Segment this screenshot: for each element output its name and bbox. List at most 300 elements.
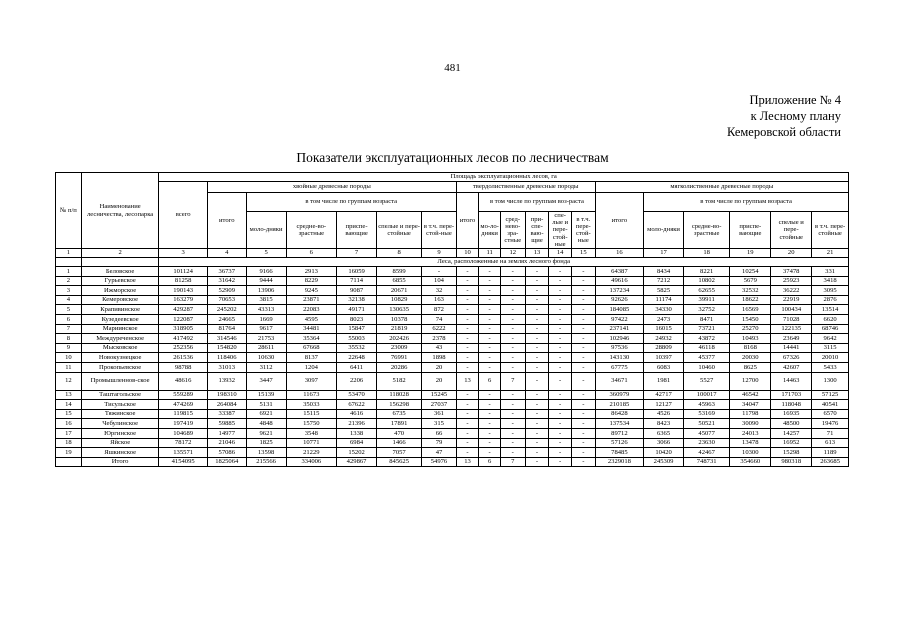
table-cell: 9621 — [246, 428, 286, 438]
header-softwood-itogo: итого — [595, 193, 643, 249]
table-cell: 21229 — [286, 448, 337, 458]
table-cell: - — [500, 438, 525, 448]
column-number-cell: 7 — [337, 249, 377, 258]
table-cell: - — [479, 286, 501, 296]
table-cell: 872 — [422, 305, 456, 315]
table-cell: 14 — [56, 400, 82, 410]
table-row — [56, 428, 849, 438]
table-cell: 52909 — [207, 286, 246, 296]
table-cell: 50521 — [683, 419, 729, 429]
table-cell: 20 — [422, 362, 456, 372]
table-cell: 16952 — [771, 438, 812, 448]
table-cell: 20030 — [730, 353, 771, 363]
table-cell: - — [500, 448, 525, 458]
table-cell: 16935 — [771, 409, 812, 419]
column-number-cell: 8 — [377, 249, 422, 258]
table-row — [56, 295, 849, 305]
column-number-cell: 17 — [644, 249, 684, 258]
table-cell: 3112 — [246, 362, 286, 372]
header-num: № п/п — [56, 173, 82, 249]
table-cell: 48500 — [771, 419, 812, 429]
table-cell: 8471 — [683, 314, 729, 324]
table-cell: - — [525, 448, 549, 458]
table-cell: - — [456, 295, 479, 305]
table-cell: - — [500, 419, 525, 429]
table-cell: - — [571, 419, 595, 429]
table-cell: 6735 — [377, 409, 422, 419]
table-cell: 6570 — [812, 409, 849, 419]
table-cell: 23649 — [771, 334, 812, 344]
forestry-name-cell: Прокопьевское — [81, 362, 159, 372]
table-cell: - — [525, 343, 549, 353]
table-cell: 318905 — [159, 324, 207, 334]
table-cell: 12700 — [730, 372, 771, 390]
table-cell: 1 — [56, 267, 82, 277]
table-cell: - — [549, 448, 572, 458]
table-cell: 97422 — [595, 314, 643, 324]
table-cell: - — [549, 438, 572, 448]
table-cell: 6855 — [377, 276, 422, 286]
total-cell: 334006 — [286, 457, 337, 467]
table-cell: - — [525, 276, 549, 286]
table-cell: 10 — [56, 353, 82, 363]
table-cell: 20286 — [377, 362, 422, 372]
table-cell: 9617 — [246, 324, 286, 334]
table-cell: - — [500, 390, 525, 400]
table-cell: 4616 — [337, 409, 377, 419]
table-cell: 15298 — [771, 448, 812, 458]
table-cell: - — [571, 343, 595, 353]
forestry-name-cell: Юргинское — [81, 428, 159, 438]
table-cell: - — [571, 314, 595, 324]
forestry-name-cell: Междуреченское — [81, 334, 159, 344]
table-cell: 10254 — [730, 267, 771, 277]
column-number-cell: 12 — [500, 249, 525, 258]
table-cell: 137534 — [595, 419, 643, 429]
table-cell: 28611 — [246, 343, 286, 353]
table-cell: 3097 — [286, 372, 337, 390]
total-cell: - — [549, 457, 572, 467]
table-cell: 559289 — [159, 390, 207, 400]
table-cell: 11798 — [730, 409, 771, 419]
appendix-line2: к Лесному плану — [750, 109, 841, 123]
table-cell: 67775 — [595, 362, 643, 372]
table-cell: 20010 — [812, 353, 849, 363]
total-row — [56, 457, 849, 467]
table-cell: - — [456, 362, 479, 372]
table-cell: 20671 — [377, 286, 422, 296]
table-cell: 10771 — [286, 438, 337, 448]
total-cell: 429867 — [337, 457, 377, 467]
table-cell: 71028 — [771, 314, 812, 324]
table-cell: 5182 — [377, 372, 422, 390]
table-cell: - — [479, 353, 501, 363]
table-cell: 261536 — [159, 353, 207, 363]
column-number-cell: 6 — [286, 249, 337, 258]
table-cell: 23630 — [683, 438, 729, 448]
table-cell: 49616 — [595, 276, 643, 286]
table-cell: - — [456, 314, 479, 324]
table-cell: - — [525, 267, 549, 277]
total-cell: 2329018 — [595, 457, 643, 467]
table-cell: 45077 — [683, 428, 729, 438]
table-cell: - — [571, 409, 595, 419]
table-cell: - — [456, 428, 479, 438]
table-cell: 27037 — [422, 400, 456, 410]
table-cell: 45377 — [683, 353, 729, 363]
table-cell: 15139 — [246, 390, 286, 400]
table-cell: 6921 — [246, 409, 286, 419]
table-cell: 130635 — [377, 305, 422, 315]
table-cell: - — [479, 276, 501, 286]
table-cell: - — [549, 419, 572, 429]
table-cell: 66 — [422, 428, 456, 438]
header-premature-softwood: приспе-вающие — [730, 212, 771, 249]
table-cell: - — [479, 305, 501, 315]
table-cell: - — [456, 448, 479, 458]
forestry-name-cell: Чебулинское — [81, 419, 159, 429]
header-premature-hardwood: при-спе-ваю-щие — [525, 212, 549, 249]
column-number-cell: 5 — [246, 249, 286, 258]
total-cell: 1825064 — [207, 457, 246, 467]
forestry-name-cell: Беловское — [81, 267, 159, 277]
table-cell: 3418 — [812, 276, 849, 286]
column-number-cell: 21 — [812, 249, 849, 258]
header-young: моло-дняки — [246, 212, 286, 249]
table-cell: 15115 — [286, 409, 337, 419]
table-cell: 14463 — [771, 372, 812, 390]
table-cell: 8 — [56, 334, 82, 344]
table-cell: 76991 — [377, 353, 422, 363]
table-cell: 15245 — [422, 390, 456, 400]
table-cell: 9642 — [812, 334, 849, 344]
total-cell: 845625 — [377, 457, 422, 467]
total-cell: 980318 — [771, 457, 812, 467]
table-cell: 314546 — [207, 334, 246, 344]
table-cell: 8023 — [337, 314, 377, 324]
table-cell: 32138 — [337, 295, 377, 305]
table-cell: 104 — [422, 276, 456, 286]
section-spacer — [56, 258, 82, 267]
table-cell: - — [479, 448, 501, 458]
table-cell: 13598 — [246, 448, 286, 458]
table-cell: - — [571, 362, 595, 372]
table-cell: 11 — [56, 362, 82, 372]
table-cell: 34330 — [644, 305, 684, 315]
total-cell: 263685 — [812, 457, 849, 467]
table-cell: 10630 — [246, 353, 286, 363]
table-cell: 1466 — [377, 438, 422, 448]
table-cell: 6984 — [337, 438, 377, 448]
table-cell: - — [456, 400, 479, 410]
table-cell: 3115 — [812, 343, 849, 353]
table-cell: 34047 — [730, 400, 771, 410]
table-cell: 21819 — [377, 324, 422, 334]
table-cell: 32752 — [683, 305, 729, 315]
table-cell: 57125 — [812, 390, 849, 400]
table-cell: - — [571, 324, 595, 334]
column-number-cell: 19 — [730, 249, 771, 258]
total-cell: 215566 — [246, 457, 286, 467]
table-cell: 8168 — [730, 343, 771, 353]
table-cell: 10829 — [377, 295, 422, 305]
table-cell: 86428 — [595, 409, 643, 419]
forestry-name-cell: Промышленнов-ское — [81, 372, 159, 390]
table-cell: 10802 — [683, 276, 729, 286]
table-cell: - — [549, 353, 572, 363]
table-cell: - — [456, 438, 479, 448]
column-number-cell: 3 — [159, 249, 207, 258]
table-cell: 46118 — [683, 343, 729, 353]
header-mature-hardwood: спе-лые и пере-стой-ные — [549, 212, 572, 249]
table-cell: 3815 — [246, 295, 286, 305]
table-cell: 31642 — [207, 276, 246, 286]
table-cell: - — [571, 295, 595, 305]
table-cell: - — [456, 419, 479, 429]
table-cell: 16 — [56, 419, 82, 429]
table-cell: - — [571, 390, 595, 400]
table-cell: 171703 — [771, 390, 812, 400]
table-cell: 25270 — [730, 324, 771, 334]
forestry-name-cell: Мариинское — [81, 324, 159, 334]
table-cell: 57086 — [207, 448, 246, 458]
column-number-cell: 13 — [525, 249, 549, 258]
table-cell: 190143 — [159, 286, 207, 296]
table-cell: - — [479, 390, 501, 400]
table-cell: 118048 — [771, 400, 812, 410]
table-cell: 184085 — [595, 305, 643, 315]
table-cell: - — [525, 353, 549, 363]
table-cell: 6083 — [644, 362, 684, 372]
table-cell: 197419 — [159, 419, 207, 429]
section-row — [56, 258, 849, 267]
header-mature: спелые и пере-стойные — [377, 212, 422, 249]
table-cell: 23871 — [286, 295, 337, 305]
table-cell: 11673 — [286, 390, 337, 400]
table-cell: 7057 — [377, 448, 422, 458]
table-cell: 5 — [56, 305, 82, 315]
table-row — [56, 314, 849, 324]
table-cell: 42467 — [683, 448, 729, 458]
table-cell: 8137 — [286, 353, 337, 363]
table-cell: 6411 — [337, 362, 377, 372]
table-cell: 22648 — [337, 353, 377, 363]
table-cell: 21396 — [337, 419, 377, 429]
table-cell: 2206 — [337, 372, 377, 390]
table-cell: 81764 — [207, 324, 246, 334]
table-cell: 62655 — [683, 286, 729, 296]
table-cell: - — [571, 438, 595, 448]
table-cell: 17 — [56, 428, 82, 438]
table-cell: 78172 — [159, 438, 207, 448]
table-cell: 34481 — [286, 324, 337, 334]
table-cell: 73721 — [683, 324, 729, 334]
table-cell: 2913 — [286, 267, 337, 277]
table-cell: 21753 — [246, 334, 286, 344]
table-cell: - — [479, 343, 501, 353]
table-cell: - — [549, 286, 572, 296]
table-cell: - — [549, 305, 572, 315]
table-cell: 1669 — [246, 314, 286, 324]
table-cell: - — [549, 390, 572, 400]
table-cell: - — [500, 286, 525, 296]
table-cell: 16015 — [644, 324, 684, 334]
table-cell: - — [571, 353, 595, 363]
table-cell: - — [500, 305, 525, 315]
table-cell: 79 — [422, 438, 456, 448]
table-cell: - — [525, 314, 549, 324]
forestry-name-cell: Новокузнецкое — [81, 353, 159, 363]
appendix-caption — [727, 92, 841, 140]
table-row — [56, 362, 849, 372]
table-cell: 81258 — [159, 276, 207, 286]
table-row — [56, 409, 849, 419]
table-cell: 97536 — [595, 343, 643, 353]
table-cell: 118406 — [207, 353, 246, 363]
table-cell: 135571 — [159, 448, 207, 458]
table-row — [56, 448, 849, 458]
table-cell: 13478 — [730, 438, 771, 448]
table-cell: 100434 — [771, 305, 812, 315]
table-cell: 9245 — [286, 286, 337, 296]
table-cell: 36737 — [207, 267, 246, 277]
table-cell: - — [479, 428, 501, 438]
header-coniferous: хвойные древесные породы — [207, 182, 456, 193]
table-cell: - — [456, 409, 479, 419]
header-mature-softwood: спелые и пере-стойные — [771, 212, 812, 249]
table-cell: 3447 — [246, 372, 286, 390]
table-cell: 45963 — [683, 400, 729, 410]
table-cell: 40541 — [812, 400, 849, 410]
table-cell: 3095 — [812, 286, 849, 296]
table-cell: 8229 — [286, 276, 337, 286]
table-cell: 32 — [422, 286, 456, 296]
table-cell: - — [549, 400, 572, 410]
total-cell: 354660 — [730, 457, 771, 467]
table-cell: - — [456, 334, 479, 344]
table-cell: - — [479, 324, 501, 334]
forestry-name-cell: Кузедеевское — [81, 314, 159, 324]
table-cell: - — [456, 267, 479, 277]
table-cell: 19 — [56, 448, 82, 458]
table-cell: - — [549, 372, 572, 390]
table-cell: 6620 — [812, 314, 849, 324]
table-cell: 13514 — [812, 305, 849, 315]
table-cell: - — [500, 362, 525, 372]
table-cell: 16059 — [337, 267, 377, 277]
table-cell: - — [549, 409, 572, 419]
table-cell: 315 — [422, 419, 456, 429]
table-cell: 20 — [422, 372, 456, 390]
total-cell — [56, 457, 82, 467]
table-cell: 1825 — [246, 438, 286, 448]
table-cell: - — [456, 353, 479, 363]
table-cell: 67622 — [337, 400, 377, 410]
table-cell: 64387 — [595, 267, 643, 277]
table-cell: - — [456, 343, 479, 353]
column-number-row — [56, 249, 849, 258]
table-cell: - — [525, 419, 549, 429]
forestry-name-cell: Яйское — [81, 438, 159, 448]
table-cell: 143130 — [595, 353, 643, 363]
total-cell: - — [571, 457, 595, 467]
table-cell: - — [500, 343, 525, 353]
section-heading: Леса, расположенные на землях лесного фонда — [159, 258, 849, 267]
table-cell: 8599 — [377, 267, 422, 277]
table-cell: 210185 — [595, 400, 643, 410]
table-cell: 5679 — [730, 276, 771, 286]
table-cell: 8221 — [683, 267, 729, 277]
forestry-name-cell: Ижморское — [81, 286, 159, 296]
table-row — [56, 286, 849, 296]
table-cell: 1338 — [337, 428, 377, 438]
table-row — [56, 334, 849, 344]
table-cell: 34671 — [595, 372, 643, 390]
forest-indicators-table — [55, 172, 849, 467]
table-row — [56, 276, 849, 286]
table-cell: - — [500, 334, 525, 344]
table-cell: 24013 — [730, 428, 771, 438]
table-cell: 122135 — [771, 324, 812, 334]
table-cell: 57126 — [595, 438, 643, 448]
table-cell: - — [571, 286, 595, 296]
table-cell: 6 — [56, 314, 82, 324]
header-hardwood-age-groups: в том числе по группам воз-раста — [479, 193, 595, 212]
page-number: 481 — [444, 62, 461, 74]
header-premature: приспе-вающие — [337, 212, 377, 249]
table-cell: - — [525, 428, 549, 438]
table-cell: 22919 — [771, 295, 812, 305]
appendix-line3: Кемеровской области — [726, 125, 841, 139]
column-number-cell: 10 — [456, 249, 479, 258]
table-cell: - — [479, 438, 501, 448]
table-cell: 36222 — [771, 286, 812, 296]
header-softwood: мягколиственные древесные породы — [595, 182, 848, 193]
table-cell: - — [571, 428, 595, 438]
table-cell: 1189 — [812, 448, 849, 458]
forestry-name-cell: Яшкинское — [81, 448, 159, 458]
table-cell: 331 — [812, 267, 849, 277]
table-row — [56, 438, 849, 448]
table-cell: 35364 — [286, 334, 337, 344]
table-cell: 4526 — [644, 409, 684, 419]
table-cell: 49171 — [337, 305, 377, 315]
table-row — [56, 419, 849, 429]
table-row — [56, 390, 849, 400]
table-cell: - — [525, 324, 549, 334]
table-cell: - — [525, 372, 549, 390]
table-cell: 35033 — [286, 400, 337, 410]
table-cell: - — [549, 343, 572, 353]
table-cell: 2378 — [422, 334, 456, 344]
forestry-name-cell: Тисульское — [81, 400, 159, 410]
header-middle: средне-во-зрастные — [286, 212, 337, 249]
table-cell: 137234 — [595, 286, 643, 296]
table-row — [56, 267, 849, 277]
table-cell: 8423 — [644, 419, 684, 429]
table-cell: 1300 — [812, 372, 849, 390]
table-cell: 22083 — [286, 305, 337, 315]
header-young-hardwood: мо-ло-дняки — [479, 212, 501, 249]
table-cell: - — [571, 305, 595, 315]
table-cell: 10420 — [644, 448, 684, 458]
table-cell: 67668 — [286, 343, 337, 353]
table-cell: 6222 — [422, 324, 456, 334]
table-cell: - — [422, 267, 456, 277]
table-cell: 237141 — [595, 324, 643, 334]
table-row — [56, 343, 849, 353]
table-cell: 15750 — [286, 419, 337, 429]
